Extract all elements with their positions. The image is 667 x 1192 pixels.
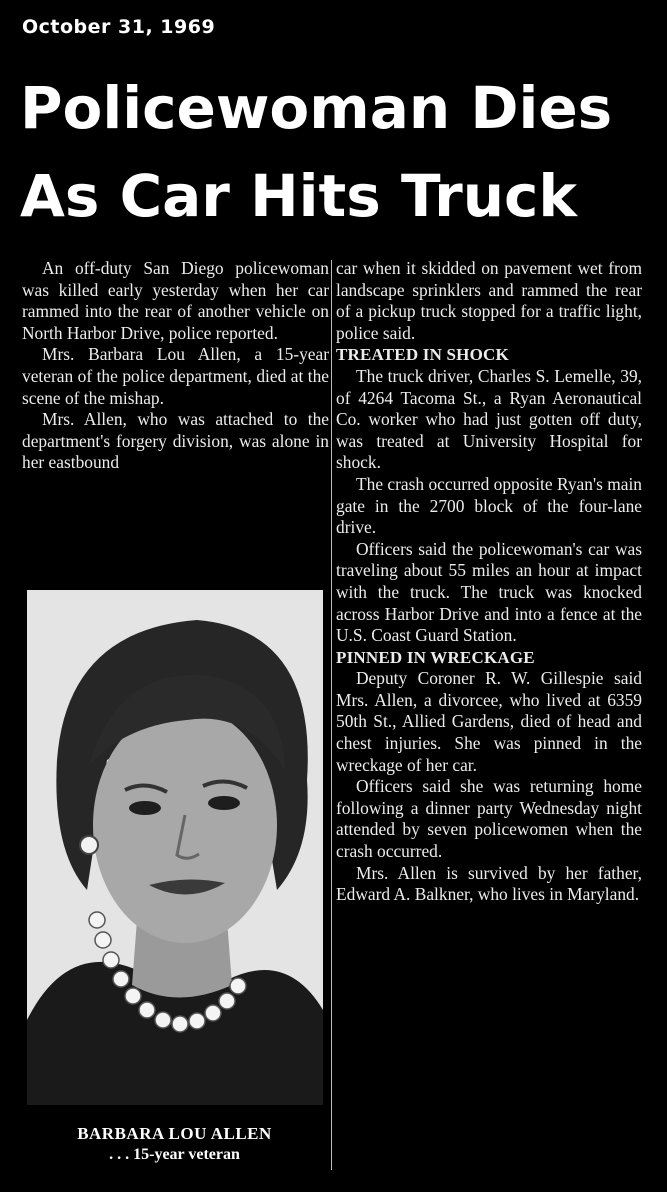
article-column-left	[22, 258, 329, 474]
article-paragraph: Mrs. Allen is survived by her father, Edward A. Balkner, who lives in Maryland.	[336, 862, 642, 905]
headline	[20, 64, 650, 240]
dateline: October 31, 1969	[22, 16, 216, 38]
headline-line-1: Policewoman Dies	[20, 74, 613, 142]
article-paragraph: An off-duty San Diego policewoman was killed early yesterday when her car rammed into the rear of another vehicle on North Harbor Drive, police reported.	[22, 258, 329, 343]
subhead-treated-in-shock: TREATED IN SHOCK	[336, 345, 509, 365]
article-paragraph: Mrs. Barbara Lou Allen, a 15-year veteran of the police department, died at the scene of the mishap.	[22, 344, 329, 408]
article-paragraph: Mrs. Allen, who was attached to the department's forgery division, was alone in her eastbound	[22, 409, 329, 473]
caption-name: BARBARA LOU ALLEN	[77, 1124, 272, 1143]
caption-subtitle: . . . 15-year veteran	[109, 1146, 240, 1163]
photo-caption	[22, 1124, 327, 1164]
article-column-right	[336, 258, 642, 906]
headline-line-2: As Car Hits Truck	[20, 162, 578, 230]
article-paragraph: The crash occurred opposite Ryan's main gate in the 2700 block of the four-lane drive.	[336, 473, 642, 538]
subhead-pinned-in-wreckage: PINNED IN WRECKAGE	[336, 647, 535, 667]
article-paragraph: car when it skidded on pavement wet from landscape sprinklers and rammed the rear of a pickup truck stopped for a traffic light, police said.	[336, 258, 642, 343]
article-paragraph: Deputy Coroner R. W. Gillespie said Mrs. Allen, a divorcee, who lived at 6359 50th St., Allied Gardens, died of head and chest injuries. She was pinned in the wreckage of her car.	[336, 668, 642, 775]
column-divider	[331, 260, 332, 1170]
portrait-photo	[27, 590, 323, 1105]
article-paragraph: Officers said she was returning home following a dinner party Wednesday night attended by seven policewomen when the crash occurred.	[336, 776, 642, 862]
portrait-image	[27, 590, 323, 1105]
article-paragraph: The truck driver, Charles S. Lemelle, 39, of 4264 Tacoma St., a Ryan Aeronautical Co. worker who had just gotten off duty, was treated at University Hospital for shock.	[336, 365, 642, 473]
article-paragraph: Officers said the policewoman's car was traveling about 55 miles an hour at impact with the truck. The truck was knocked across Harbor Drive and into a fence at the U.S. Coast Guard Station.	[336, 538, 642, 646]
